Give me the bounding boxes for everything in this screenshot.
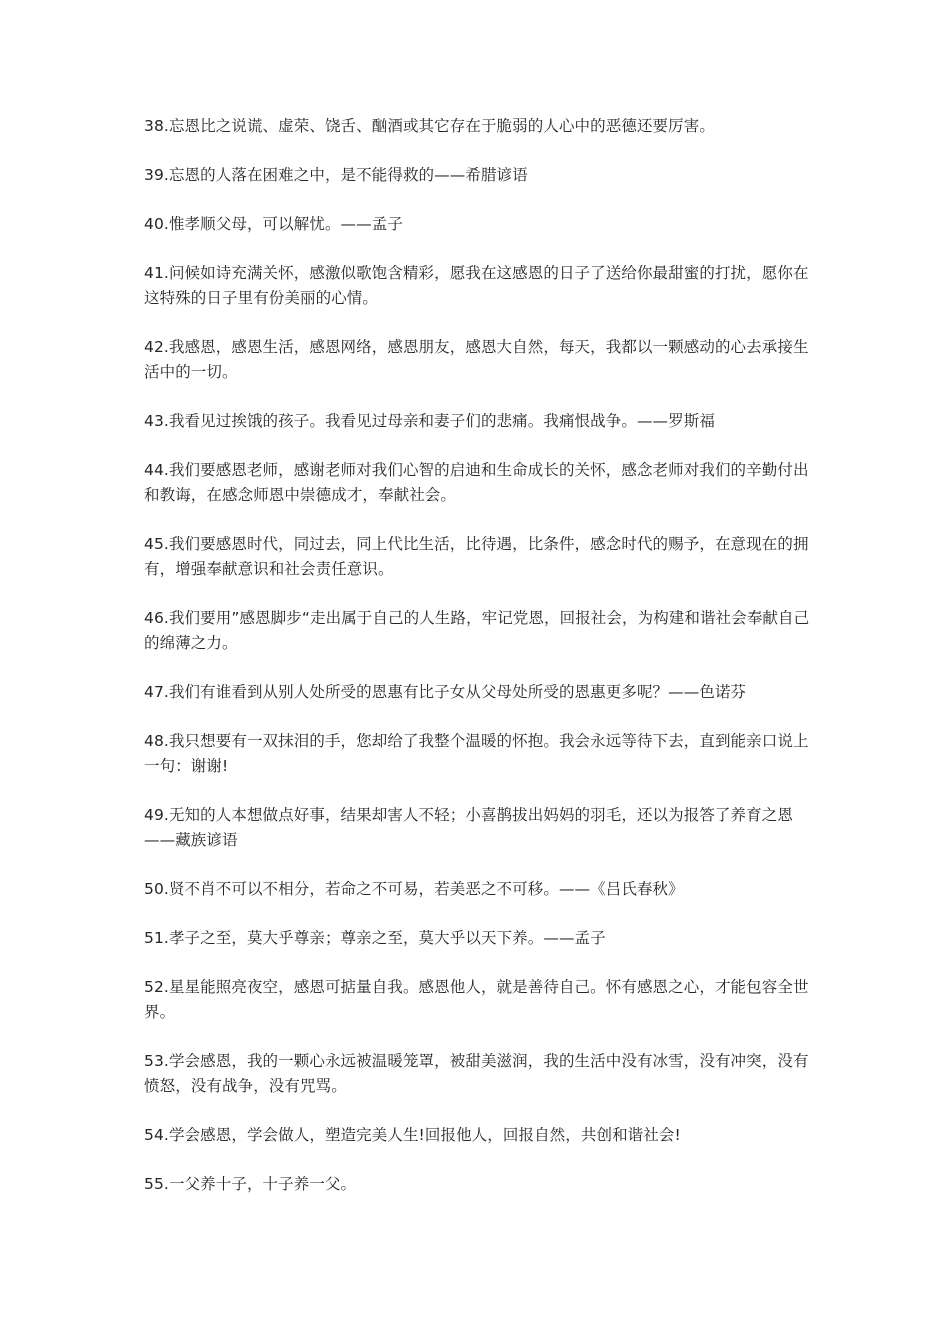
quote-item: 50.贤不肖不可以不相分，若命之不可易，若美恶之不可移。——《吕氏春秋》 [144, 880, 684, 898]
quote-item: 48.我只想要有一双抹泪的手，您却给了我整个温暖的怀抱。我会永远等待下去，直到能亲口说上一句：谢谢! [144, 732, 809, 775]
quote-item: 42.我感恩，感恩生活，感恩网络，感恩朋友，感恩大自然，每天，我都以一颗感动的心去承接生活中的一切。 [144, 338, 809, 381]
quote-item: 55.一父养十子，十子养一父。 [144, 1175, 357, 1193]
quote-item: 54.学会感恩，学会做人，塑造完美人生!回报他人，回报自然，共创和谐社会! [144, 1126, 681, 1144]
quote-item: 45.我们要感恩时代，同过去，同上代比生活，比待遇，比条件，感念时代的赐予，在意现在的拥有，增强奉献意识和社会责任意识。 [144, 535, 809, 578]
quote-item: 44.我们要感恩老师，感谢老师对我们心智的启迪和生命成长的关怀，感念老师对我们的辛勤付出和教诲，在感念师恩中崇德成才，奉献社会。 [144, 461, 809, 504]
quote-item: 53.学会感恩，我的一颗心永远被温暖笼罩，被甜美滋润，我的生活中没有冰雪，没有冲突，没有愤怒，没有战争，没有咒骂。 [144, 1052, 809, 1095]
quote-item: 52.星星能照亮夜空，感恩可掂量自我。感恩他人，就是善待自己。怀有感恩之心，才能包容全世界。 [144, 978, 809, 1021]
quote-item: 43.我看见过挨饿的孩子。我看见过母亲和妻子们的悲痛。我痛恨战争。——罗斯福 [144, 412, 715, 430]
quote-item: 49.无知的人本想做点好事，结果却害人不轻；小喜鹊拔出妈妈的羽毛，还以为报答了养育之恩——藏族谚语 [144, 806, 793, 849]
quote-list [144, 114, 812, 1221]
quote-item: 40.惟孝顺父母，可以解忧。——孟子 [144, 215, 403, 233]
quote-item: 38.忘恩比之说谎、虚荣、饶舌、酗酒或其它存在于脆弱的人心中的恶德还要厉害。 [144, 117, 715, 135]
quote-item: 51.孝子之至，莫大乎尊亲；尊亲之至，莫大乎以天下养。——孟子 [144, 929, 606, 947]
quote-item: 46.我们要用”感恩脚步“走出属于自己的人生路，牢记党恩，回报社会，为构建和谐社会奉献自己的绵薄之力。 [144, 609, 810, 652]
quote-item: 41.问候如诗充满关怀，感激似歌饱含精彩，愿我在这感恩的日子了送给你最甜蜜的打扰，愿你在这特殊的日子里有份美丽的心情。 [144, 264, 809, 307]
quote-item: 39.忘恩的人落在困难之中，是不能得救的——希腊谚语 [144, 166, 528, 184]
quote-item: 47.我们有谁看到从别人处所受的恩惠有比子女从父母处所受的恩惠更多呢？——色诺芬 [144, 683, 747, 701]
